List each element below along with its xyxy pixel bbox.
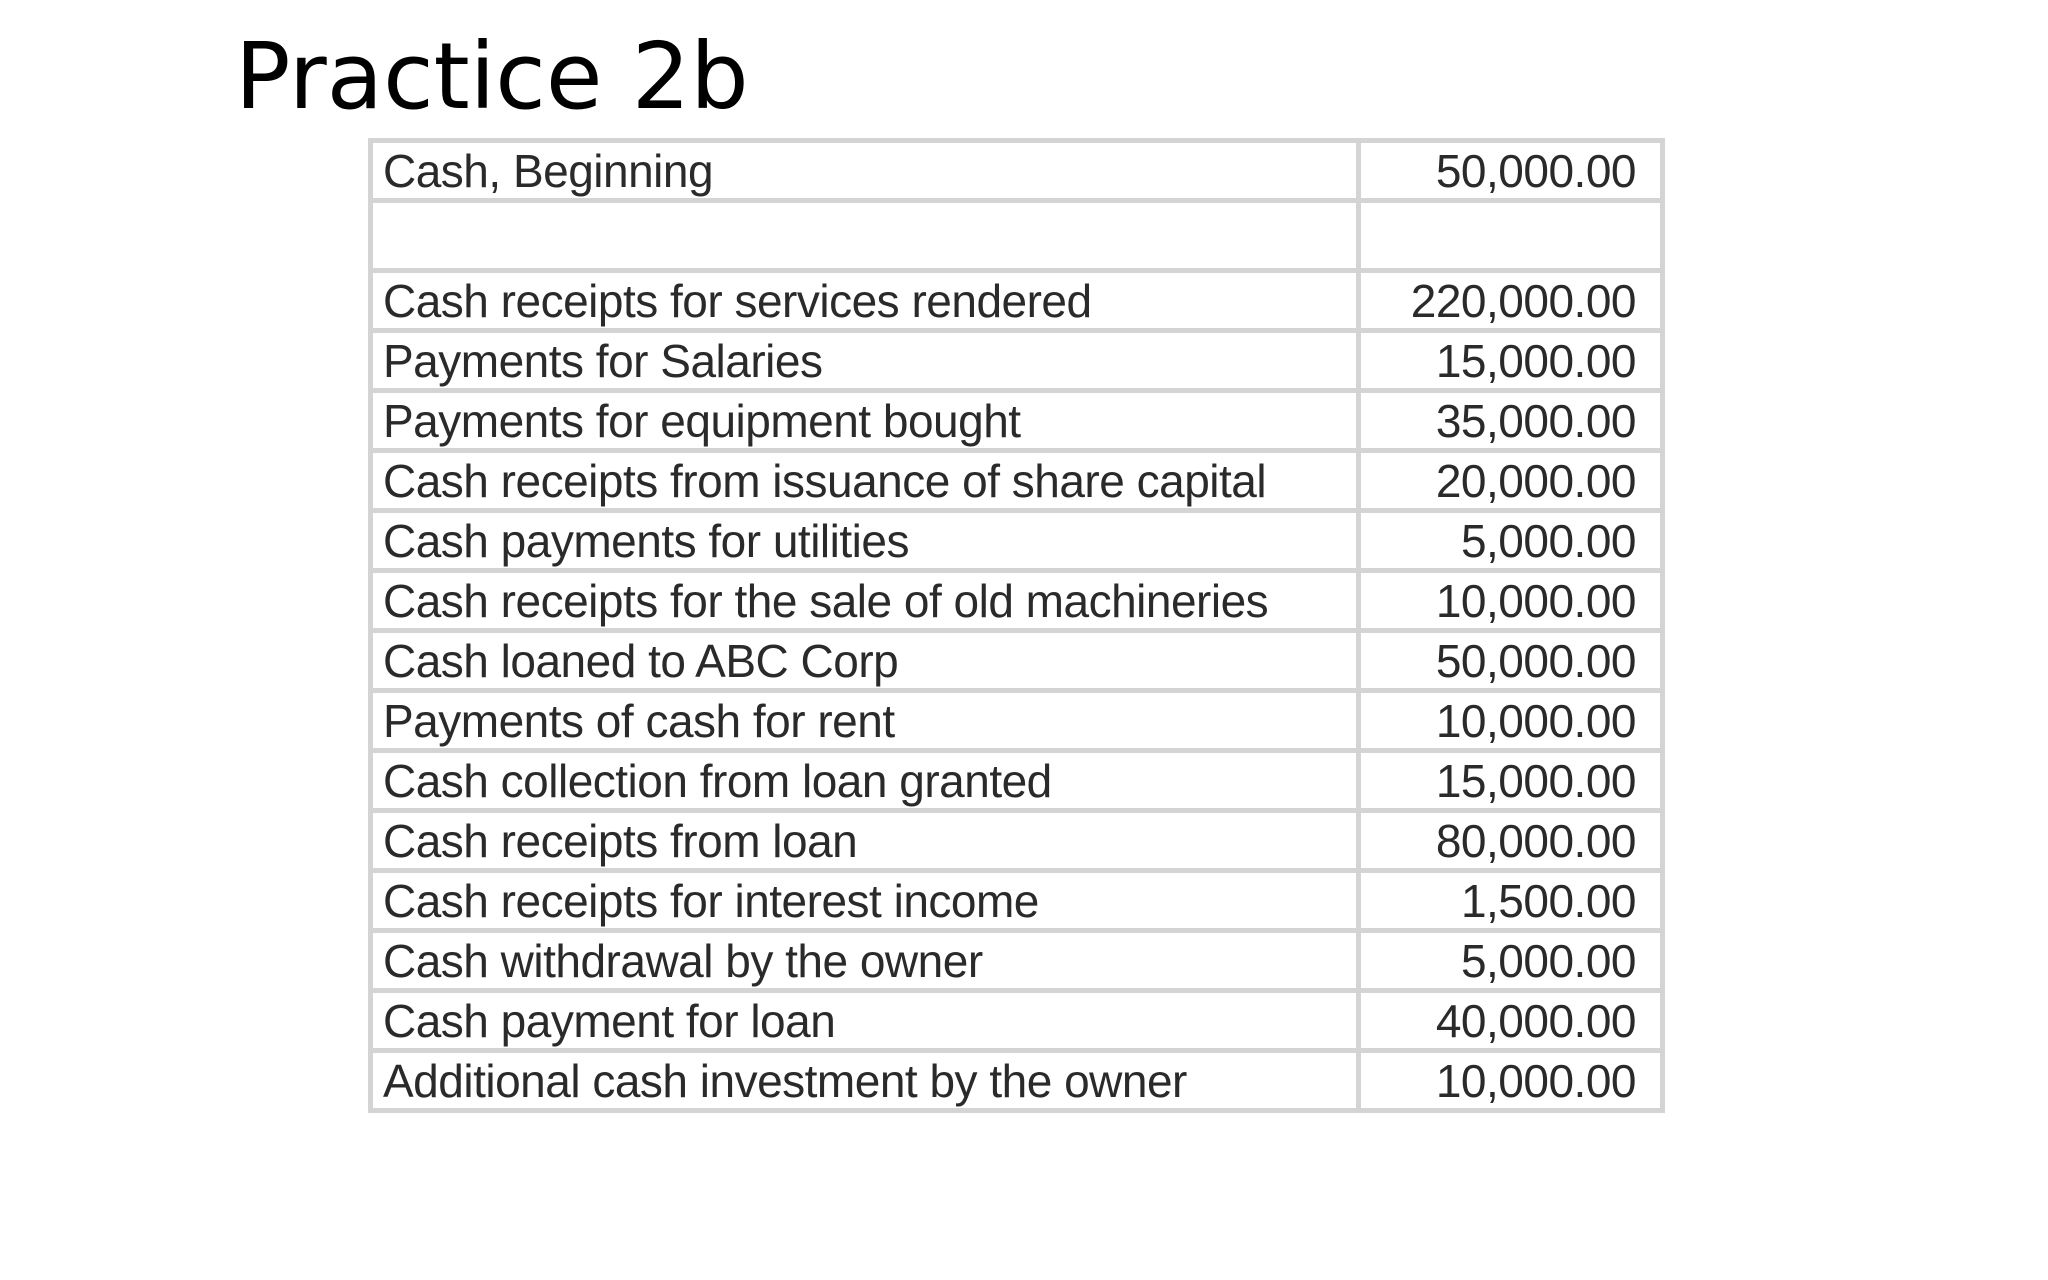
row-label: Cash payment for loan bbox=[371, 991, 1359, 1051]
table-row bbox=[371, 331, 1663, 391]
row-label: Cash withdrawal by the owner bbox=[371, 931, 1359, 991]
row-label: Payments for equipment bought bbox=[371, 391, 1359, 451]
row-label: Cash collection from loan granted bbox=[371, 751, 1359, 811]
table-row bbox=[371, 751, 1663, 811]
table-row bbox=[371, 991, 1663, 1051]
row-label bbox=[371, 201, 1359, 271]
slide-title: Practice 2b bbox=[235, 23, 749, 130]
row-label: Cash receipts for services rendered bbox=[371, 271, 1359, 331]
table-row bbox=[371, 691, 1663, 751]
row-amount: 10,000.00 bbox=[1359, 571, 1663, 631]
cash-transactions-table bbox=[368, 138, 1665, 1113]
table-row bbox=[371, 1051, 1663, 1111]
row-amount: 10,000.00 bbox=[1359, 691, 1663, 751]
row-label: Cash, Beginning bbox=[371, 141, 1359, 201]
table-row bbox=[371, 391, 1663, 451]
table-row bbox=[371, 451, 1663, 511]
row-amount: 15,000.00 bbox=[1359, 751, 1663, 811]
row-label: Cash receipts from loan bbox=[371, 811, 1359, 871]
row-amount: 5,000.00 bbox=[1359, 931, 1663, 991]
row-amount: 50,000.00 bbox=[1359, 141, 1663, 201]
row-label: Cash payments for utilities bbox=[371, 511, 1359, 571]
row-amount: 40,000.00 bbox=[1359, 991, 1663, 1051]
table-row bbox=[371, 271, 1663, 331]
table-row bbox=[371, 811, 1663, 871]
row-amount: 50,000.00 bbox=[1359, 631, 1663, 691]
row-amount: 15,000.00 bbox=[1359, 331, 1663, 391]
row-label: Cash receipts from issuance of share capital bbox=[371, 451, 1359, 511]
table-row bbox=[371, 511, 1663, 571]
row-label: Payments for Salaries bbox=[371, 331, 1359, 391]
row-amount bbox=[1359, 201, 1663, 271]
table-row-empty bbox=[371, 201, 1663, 271]
table-row bbox=[371, 571, 1663, 631]
row-label: Cash receipts for the sale of old machineries bbox=[371, 571, 1359, 631]
table-row bbox=[371, 871, 1663, 931]
row-amount: 5,000.00 bbox=[1359, 511, 1663, 571]
row-label: Payments of cash for rent bbox=[371, 691, 1359, 751]
table-row bbox=[371, 631, 1663, 691]
row-amount: 80,000.00 bbox=[1359, 811, 1663, 871]
row-label: Cash loaned to ABC Corp bbox=[371, 631, 1359, 691]
row-amount: 10,000.00 bbox=[1359, 1051, 1663, 1111]
row-label: Cash receipts for interest income bbox=[371, 871, 1359, 931]
row-amount: 20,000.00 bbox=[1359, 451, 1663, 511]
table-row bbox=[371, 931, 1663, 991]
row-amount: 220,000.00 bbox=[1359, 271, 1663, 331]
row-amount: 35,000.00 bbox=[1359, 391, 1663, 451]
table-row bbox=[371, 141, 1663, 201]
row-amount: 1,500.00 bbox=[1359, 871, 1663, 931]
row-label: Additional cash investment by the owner bbox=[371, 1051, 1359, 1111]
